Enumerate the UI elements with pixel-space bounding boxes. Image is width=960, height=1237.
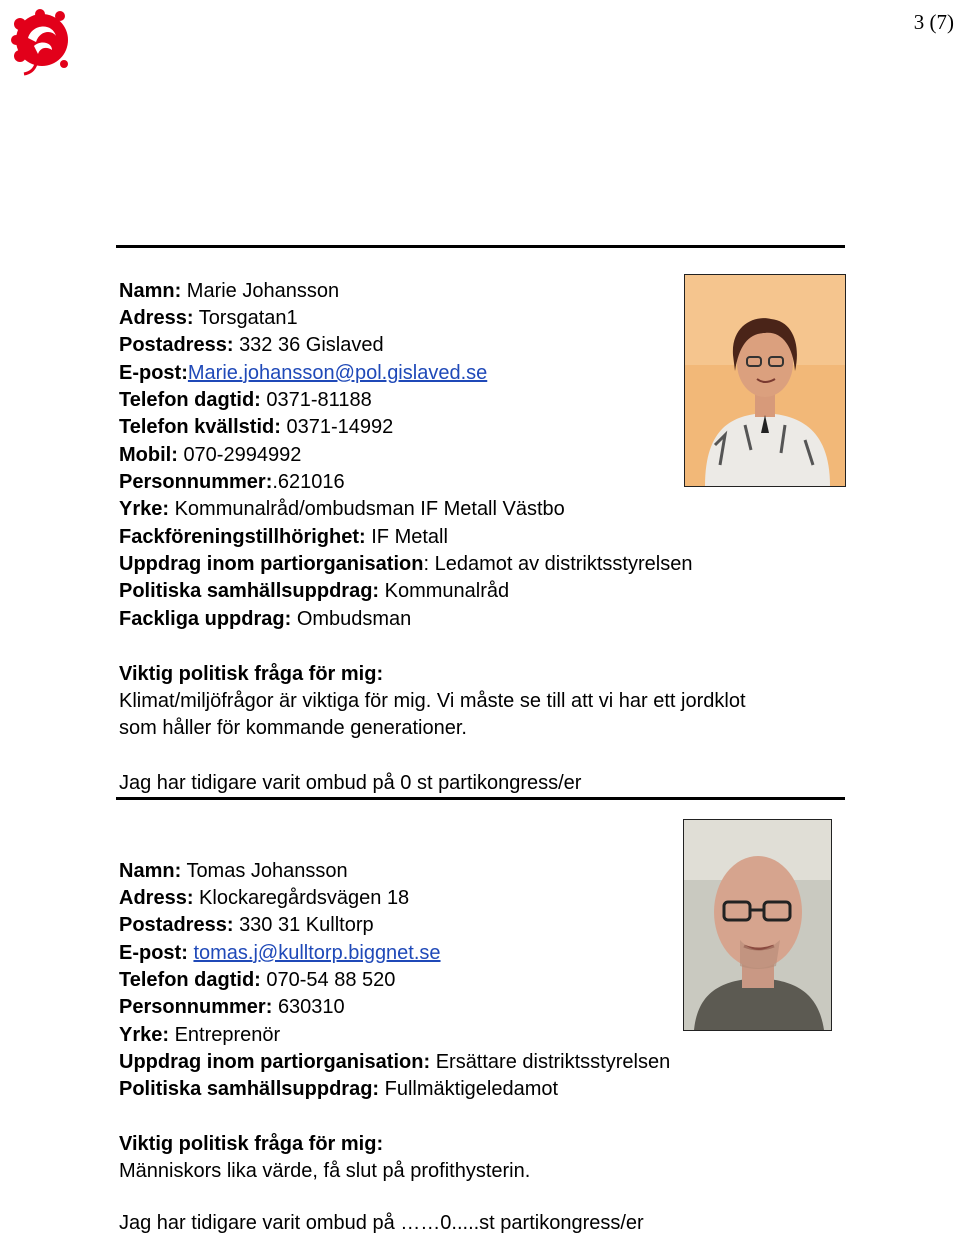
person2-name-row: Namn: Tomas Johansson xyxy=(119,860,348,882)
person1-issue-heading: Viktig politisk fråga för mig: xyxy=(119,663,384,685)
person1-address-row: Adress: Torsgatan1 xyxy=(119,307,298,329)
section-divider xyxy=(116,245,845,248)
person2-job-row: Yrke: Entreprenör xyxy=(119,1024,281,1046)
person1-congress-row: Jag har tidigare varit ombud på 0 st partikongress/er xyxy=(119,772,582,794)
person1-name-row: Namn: Marie Johansson xyxy=(119,280,340,302)
rose-logo-icon xyxy=(6,6,74,76)
person2-issue-heading: Viktig politisk fråga för mig: xyxy=(119,1133,384,1155)
person1-pnr-row: Personnummer:.621016 xyxy=(119,471,345,493)
person1-issue-text-1: Klimat/miljöfrågor är viktiga för mig. Vi måste se till att vi har ett jordklot xyxy=(119,690,746,712)
person1-union-row: Fackföreningstillhörighet: IF Metall xyxy=(119,526,448,548)
person2-postal-row: Postadress: 330 31 Kulltorp xyxy=(119,914,374,936)
person2-civic-row: Politiska samhällsuppdrag: Fullmäktigeledamot xyxy=(119,1078,559,1100)
person2-issue-text-1: Människors lika värde, få slut på profithysterin. xyxy=(119,1160,531,1182)
person2-email-row: E-post: tomas.j@kulltorp.biggnet.se xyxy=(119,942,441,964)
person2-phone-day-row: Telefon dagtid: 070-54 88 520 xyxy=(119,969,396,991)
person2-party-row: Uppdrag inom partiorganisation: Ersättare distriktsstyrelsen xyxy=(119,1051,671,1073)
person1-phone-eve-row: Telefon kvällstid: 0371-14992 xyxy=(119,416,394,438)
person1-email-row: E-post:Marie.johansson@pol.gislaved.se xyxy=(119,362,488,384)
person1-email-link[interactable]: Marie.johansson@pol.gislaved.se xyxy=(187,362,488,384)
person1-photo xyxy=(684,274,846,487)
person1-mobile-row: Mobil: 070-2994992 xyxy=(119,444,302,466)
section-divider xyxy=(116,797,845,800)
person1-postal-row: Postadress: 332 36 Gislaved xyxy=(119,334,384,356)
person2-pnr-row: Personnummer: 630310 xyxy=(119,996,345,1018)
page-number: 3 (7) xyxy=(913,10,954,34)
person1-party-row: Uppdrag inom partiorganisation: Ledamot av distriktsstyrelsen xyxy=(119,553,693,575)
person2-photo xyxy=(683,819,832,1031)
person1-job-row: Yrke: Kommunalråd/ombudsman IF Metall Västbo xyxy=(119,498,565,520)
person1-union-tasks-row: Fackliga uppdrag: Ombudsman xyxy=(119,608,412,630)
person1-issue-text-2: som håller för kommande generationer. xyxy=(119,717,467,739)
person1-civic-row: Politiska samhällsuppdrag: Kommunalråd xyxy=(119,580,510,602)
person2-congress-row: Jag har tidigare varit ombud på ……0.....st partikongress/er xyxy=(119,1212,644,1234)
person2-address-row: Adress: Klockaregårdsvägen 18 xyxy=(119,887,410,909)
person1-phone-day-row: Telefon dagtid: 0371-81188 xyxy=(119,389,372,411)
person2-email-link[interactable]: tomas.j@kulltorp.biggnet.se xyxy=(193,942,441,964)
